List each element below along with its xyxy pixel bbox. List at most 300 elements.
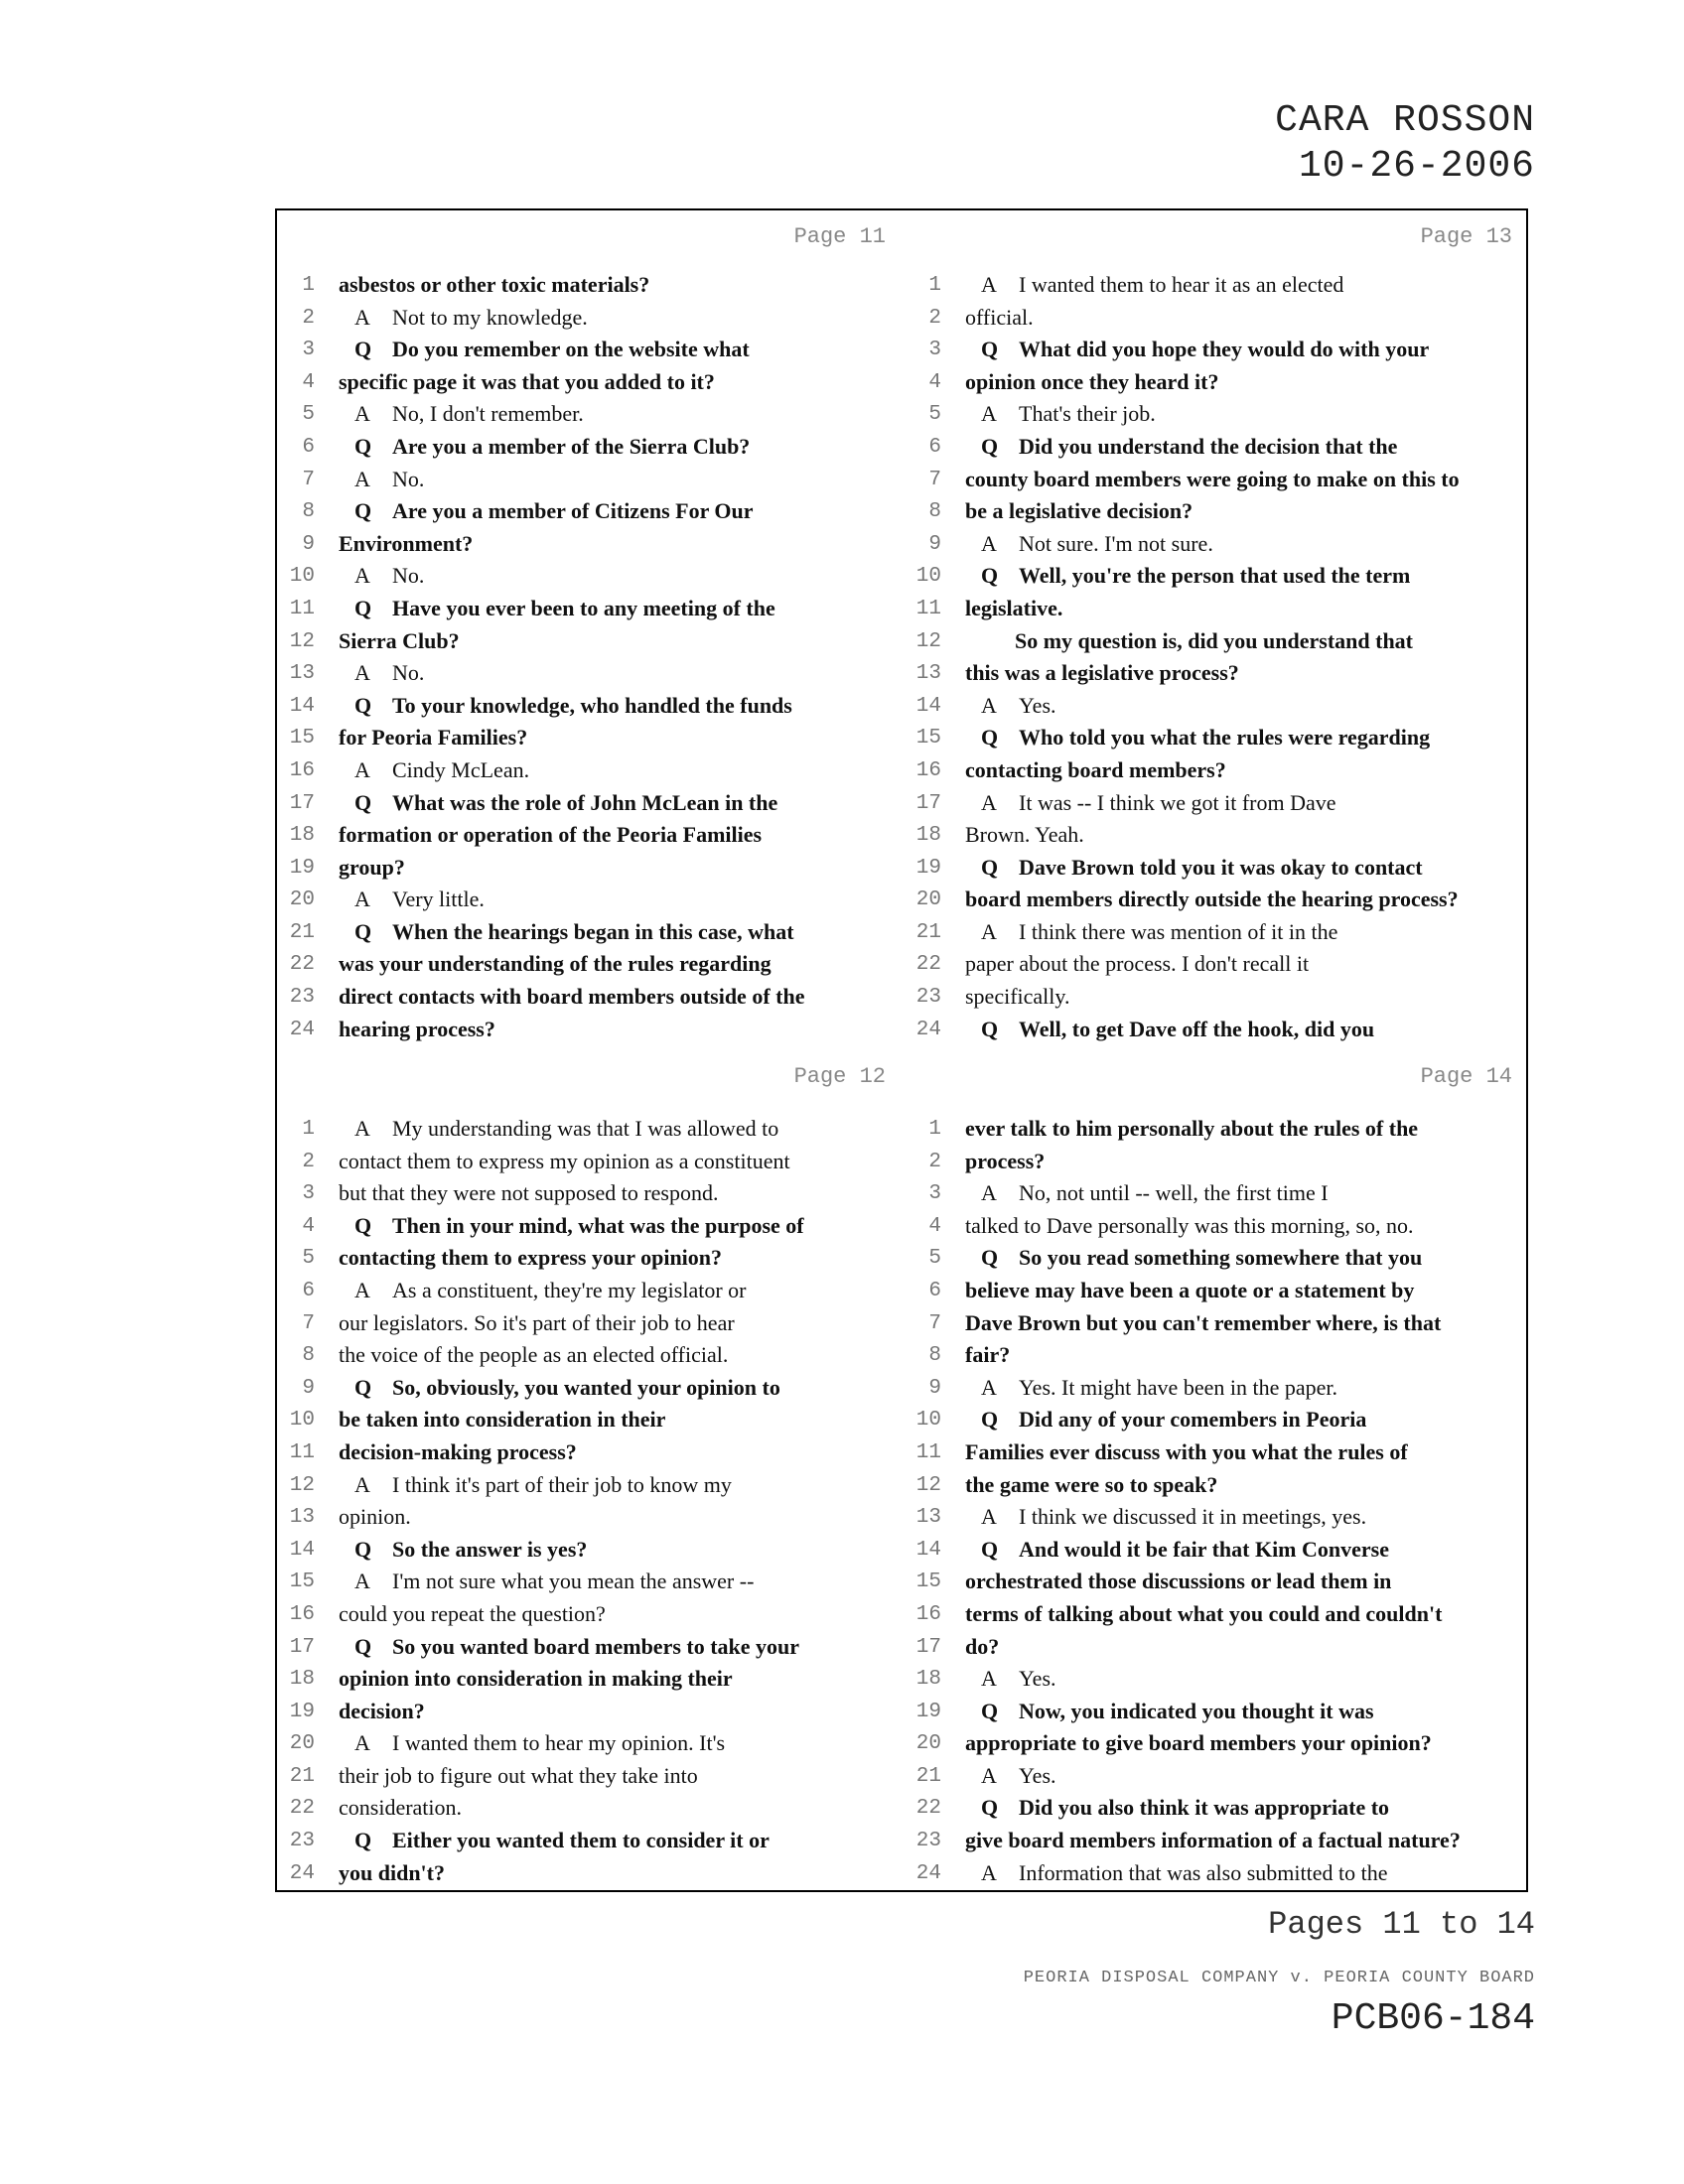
line-text bbox=[965, 951, 1309, 977]
line-text bbox=[965, 984, 1069, 1010]
line-text bbox=[354, 1472, 732, 1498]
question-marker: Q bbox=[354, 1633, 372, 1659]
line-body: official. bbox=[965, 304, 1034, 330]
line-body: Are you a member of Citizens For Our bbox=[392, 498, 754, 524]
answer-marker: A bbox=[354, 1471, 370, 1497]
answer-marker: A bbox=[354, 304, 370, 330]
answer-marker: A bbox=[354, 1116, 370, 1141]
line-number: 3 bbox=[302, 339, 315, 362]
transcript-lines bbox=[277, 270, 904, 1046]
line-number: 24 bbox=[915, 1018, 941, 1041]
line-number: 1 bbox=[302, 1118, 315, 1141]
line-body: It was -- I think we got it from Dave bbox=[1019, 789, 1336, 815]
line-number: 21 bbox=[289, 920, 315, 944]
line-number: 9 bbox=[928, 1376, 941, 1400]
answer-marker: A bbox=[981, 1762, 997, 1788]
line-text bbox=[981, 1763, 1056, 1789]
line-text bbox=[339, 1699, 425, 1724]
line-text bbox=[981, 1666, 1056, 1692]
transcript-line bbox=[904, 1211, 1530, 1244]
line-number: 14 bbox=[289, 1538, 315, 1562]
line-number: 13 bbox=[915, 662, 941, 686]
line-number: 15 bbox=[915, 1570, 941, 1594]
line-body: Yes. bbox=[1019, 692, 1056, 718]
line-body: decision-making process? bbox=[339, 1438, 577, 1464]
line-body: I wanted them to hear my opinion. It's bbox=[392, 1730, 726, 1756]
line-body: No, not until -- well, the first time I bbox=[1019, 1180, 1329, 1206]
line-body: opinion. bbox=[339, 1504, 411, 1530]
transcript-line bbox=[277, 853, 904, 886]
transcript-line bbox=[904, 399, 1530, 432]
line-number: 7 bbox=[302, 468, 315, 491]
line-text bbox=[354, 401, 584, 427]
line-text bbox=[965, 1342, 1010, 1368]
line-text bbox=[339, 1860, 445, 1886]
line-body: ever talk to him personally about the rules of the bbox=[965, 1116, 1419, 1141]
transcript-line bbox=[277, 1826, 904, 1858]
transcript-line bbox=[904, 1437, 1530, 1470]
line-number: 7 bbox=[928, 468, 941, 491]
line-body: contacting them to express your opinion? bbox=[339, 1245, 723, 1271]
page-label: Page 12 bbox=[793, 1064, 886, 1089]
transcript-line bbox=[904, 853, 1530, 886]
line-number: 12 bbox=[289, 1473, 315, 1497]
line-body: contact them to express my opinion as a constituent bbox=[339, 1148, 790, 1173]
transcript-line bbox=[904, 1147, 1530, 1179]
line-number: 17 bbox=[915, 1635, 941, 1659]
line-number: 14 bbox=[915, 1538, 941, 1562]
answer-marker: A bbox=[981, 1666, 997, 1692]
line-number: 22 bbox=[915, 953, 941, 977]
line-body: Well, to get Dave off the hook, did you bbox=[1019, 1016, 1375, 1041]
line-body: Yes. bbox=[1019, 1666, 1056, 1692]
answer-marker: A bbox=[981, 401, 997, 427]
transcript-lines bbox=[277, 1114, 904, 1890]
line-text bbox=[339, 272, 649, 298]
line-text bbox=[339, 1017, 495, 1042]
answer-marker: A bbox=[354, 887, 370, 912]
transcript-page-14 bbox=[904, 1050, 1530, 1890]
transcript-line bbox=[904, 432, 1530, 465]
line-text bbox=[965, 1828, 1461, 1853]
line-number: 2 bbox=[928, 1150, 941, 1173]
line-text bbox=[965, 305, 1034, 331]
line-number: 19 bbox=[289, 1700, 315, 1723]
line-text bbox=[354, 434, 750, 460]
transcript-line bbox=[277, 1793, 904, 1826]
line-body: Dave Brown told you it was okay to contact bbox=[1019, 854, 1423, 880]
line-number: 18 bbox=[915, 824, 941, 848]
transcript-line bbox=[904, 885, 1530, 917]
answer-marker: A bbox=[981, 1180, 997, 1206]
line-number: 18 bbox=[915, 1668, 941, 1692]
question-marker: Q bbox=[981, 1407, 999, 1433]
answer-marker: A bbox=[354, 401, 370, 427]
transcript-line bbox=[277, 917, 904, 950]
line-body: Sierra Club? bbox=[339, 627, 460, 653]
line-number: 9 bbox=[302, 532, 315, 556]
answer-marker: A bbox=[981, 530, 997, 556]
line-text bbox=[981, 725, 1430, 751]
line-body: Have you ever been to any meeting of the bbox=[392, 595, 775, 620]
line-text bbox=[354, 757, 529, 783]
line-text bbox=[981, 1375, 1337, 1401]
question-marker: Q bbox=[981, 1245, 999, 1271]
line-text bbox=[965, 1601, 1442, 1627]
transcript-line bbox=[904, 1858, 1530, 1891]
question-marker: Q bbox=[354, 337, 372, 362]
line-text bbox=[339, 855, 405, 881]
line-number: 12 bbox=[915, 629, 941, 653]
transcript-line bbox=[904, 658, 1530, 691]
line-text bbox=[354, 693, 792, 719]
question-marker: Q bbox=[354, 789, 372, 815]
line-body: Dave Brown but you can't remember where, is that bbox=[965, 1309, 1442, 1335]
footer-case-title: PEORIA DISPOSAL COMPANY v. PEORIA COUNTY BOARD bbox=[1023, 1969, 1535, 1987]
line-body: No. bbox=[392, 563, 425, 589]
line-number: 15 bbox=[289, 727, 315, 751]
line-number: 23 bbox=[915, 986, 941, 1010]
line-text bbox=[339, 1763, 698, 1789]
line-body: Either you wanted them to consider it or bbox=[392, 1828, 770, 1853]
transcript-line bbox=[904, 1340, 1530, 1373]
header-witness-name: CARA ROSSON bbox=[1275, 99, 1535, 142]
question-marker: Q bbox=[981, 854, 999, 880]
line-number: 3 bbox=[928, 1182, 941, 1206]
line-number: 8 bbox=[928, 1344, 941, 1368]
transcript-lines bbox=[904, 1114, 1530, 1890]
transcript-line bbox=[904, 1761, 1530, 1794]
line-body: Do you remember on the website what bbox=[392, 337, 750, 362]
transcript-line bbox=[904, 755, 1530, 788]
question-marker: Q bbox=[354, 918, 372, 944]
line-number: 13 bbox=[289, 1506, 315, 1530]
line-text bbox=[354, 790, 777, 816]
transcript-line bbox=[277, 1535, 904, 1568]
question-marker: Q bbox=[354, 1828, 372, 1853]
line-text bbox=[339, 1407, 665, 1433]
transcript-line bbox=[904, 1114, 1530, 1147]
transcript-line bbox=[277, 335, 904, 367]
line-number: 20 bbox=[915, 1732, 941, 1756]
line-number: 17 bbox=[289, 791, 315, 815]
transcript-line bbox=[277, 529, 904, 562]
transcript-line bbox=[904, 788, 1530, 821]
line-text bbox=[965, 1730, 1432, 1756]
line-number: 16 bbox=[289, 1602, 315, 1626]
line-text bbox=[981, 563, 1410, 589]
line-body: contacting board members? bbox=[965, 756, 1226, 782]
question-marker: Q bbox=[981, 1795, 999, 1821]
answer-marker: A bbox=[981, 1859, 997, 1885]
answer-marker: A bbox=[981, 272, 997, 297]
line-text bbox=[981, 401, 1156, 427]
transcript-line bbox=[904, 529, 1530, 562]
line-text bbox=[354, 1213, 804, 1239]
line-number: 6 bbox=[302, 1279, 315, 1302]
transcript-line bbox=[277, 949, 904, 982]
line-text bbox=[339, 822, 762, 848]
transcript-line bbox=[904, 1308, 1530, 1341]
transcript-line bbox=[277, 1697, 904, 1729]
line-number: 22 bbox=[915, 1797, 941, 1821]
line-text bbox=[339, 1601, 606, 1627]
transcript-line bbox=[277, 820, 904, 853]
line-number: 4 bbox=[302, 370, 315, 394]
line-number: 23 bbox=[915, 1830, 941, 1853]
line-body: No, I don't remember. bbox=[392, 401, 584, 427]
transcript-line bbox=[904, 1632, 1530, 1665]
line-text bbox=[339, 1666, 733, 1692]
line-body: Information that was also submitted to the bbox=[1019, 1859, 1388, 1885]
transcript-lines bbox=[904, 270, 1530, 1046]
transcript-line bbox=[277, 1502, 904, 1535]
line-number: 4 bbox=[302, 1214, 315, 1238]
line-number: 4 bbox=[928, 370, 941, 394]
transcript-line bbox=[277, 1243, 904, 1276]
question-marker: Q bbox=[354, 433, 372, 459]
line-number: 20 bbox=[289, 1732, 315, 1756]
line-text bbox=[965, 822, 1084, 848]
transcript-line bbox=[904, 982, 1530, 1015]
line-text bbox=[965, 1472, 1217, 1498]
line-text bbox=[965, 1149, 1045, 1174]
line-body: direct contacts with board members outside of the bbox=[339, 984, 805, 1010]
transcript-line bbox=[904, 1373, 1530, 1406]
question-marker: Q bbox=[354, 1374, 372, 1400]
transcript-line bbox=[904, 1567, 1530, 1599]
line-text bbox=[981, 1180, 1329, 1206]
question-marker: Q bbox=[981, 337, 999, 362]
line-text bbox=[339, 1439, 577, 1465]
transcript-line bbox=[904, 917, 1530, 950]
answer-marker: A bbox=[354, 466, 370, 491]
line-number: 6 bbox=[928, 435, 941, 459]
question-marker: Q bbox=[354, 1212, 372, 1238]
transcript-line bbox=[277, 1147, 904, 1179]
footer-page-range: Pages 11 to 14 bbox=[1268, 1906, 1535, 1943]
answer-marker: A bbox=[981, 1504, 997, 1530]
transcript-line bbox=[277, 982, 904, 1015]
line-text bbox=[354, 1828, 770, 1853]
line-number: 24 bbox=[915, 1861, 941, 1885]
line-body: Yes. It might have been in the paper. bbox=[1019, 1374, 1337, 1400]
line-number: 18 bbox=[289, 1668, 315, 1692]
line-body: was your understanding of the rules regarding bbox=[339, 951, 772, 977]
line-number: 13 bbox=[915, 1506, 941, 1530]
line-body: I think we discussed it in meetings, yes. bbox=[1019, 1504, 1367, 1530]
line-body: Well, you're the person that used the term bbox=[1019, 563, 1411, 589]
line-number: 4 bbox=[928, 1214, 941, 1238]
line-number: 10 bbox=[915, 1409, 941, 1433]
transcript-line bbox=[277, 1728, 904, 1761]
line-body: process? bbox=[965, 1148, 1046, 1173]
line-text bbox=[339, 951, 772, 977]
line-body: opinion into consideration in making their bbox=[339, 1666, 733, 1692]
line-text bbox=[965, 1116, 1418, 1142]
question-marker: Q bbox=[354, 498, 372, 524]
transcript-line bbox=[904, 723, 1530, 755]
line-text bbox=[354, 919, 794, 945]
answer-marker: A bbox=[981, 789, 997, 815]
line-body: So, obviously, you wanted your opinion to bbox=[392, 1374, 780, 1400]
line-body: Did you understand the decision that the bbox=[1019, 433, 1398, 459]
line-body: Not sure. I'm not sure. bbox=[1019, 530, 1213, 556]
line-body: paper about the process. I don't recall it bbox=[965, 951, 1310, 977]
line-body: My understanding was that I was allowed to bbox=[392, 1116, 779, 1141]
line-text bbox=[965, 1439, 1408, 1465]
transcript-line bbox=[277, 1015, 904, 1047]
transcript-line bbox=[904, 949, 1530, 982]
line-number: 14 bbox=[289, 694, 315, 718]
line-number: 23 bbox=[289, 986, 315, 1010]
line-number: 21 bbox=[289, 1764, 315, 1788]
line-text bbox=[965, 498, 1193, 524]
line-body: Did any of your comembers in Peoria bbox=[1019, 1407, 1367, 1433]
line-body: be a legislative decision? bbox=[965, 498, 1193, 524]
transcript-line bbox=[277, 465, 904, 497]
answer-marker: A bbox=[981, 692, 997, 718]
line-number: 2 bbox=[302, 1150, 315, 1173]
transcript-line bbox=[277, 1276, 904, 1308]
transcript-line bbox=[904, 820, 1530, 853]
line-text bbox=[339, 1180, 719, 1206]
line-body: formation or operation of the Peoria Families bbox=[339, 822, 763, 848]
line-text bbox=[354, 1730, 725, 1756]
line-text bbox=[981, 790, 1336, 816]
line-text bbox=[339, 725, 527, 751]
line-number: 6 bbox=[928, 1279, 941, 1302]
line-number: 12 bbox=[915, 1473, 941, 1497]
line-number: 5 bbox=[302, 403, 315, 427]
question-marker: Q bbox=[981, 433, 999, 459]
line-number: 10 bbox=[289, 1409, 315, 1433]
line-body: No. bbox=[392, 660, 425, 686]
question-marker: Q bbox=[981, 1016, 999, 1041]
transcript-line bbox=[904, 561, 1530, 594]
line-text bbox=[354, 1375, 780, 1401]
line-number: 8 bbox=[302, 500, 315, 524]
line-text bbox=[354, 1116, 778, 1142]
line-body: Now, you indicated you thought it was bbox=[1019, 1698, 1374, 1723]
line-text bbox=[339, 531, 473, 557]
line-body: I think it's part of their job to know my bbox=[392, 1471, 732, 1497]
question-marker: Q bbox=[981, 725, 999, 751]
line-body: the game were so to speak? bbox=[965, 1471, 1218, 1497]
line-text bbox=[981, 531, 1213, 557]
line-number: 9 bbox=[302, 1376, 315, 1400]
transcript-line bbox=[277, 626, 904, 659]
transcript-line bbox=[904, 303, 1530, 336]
line-text bbox=[981, 272, 1343, 298]
line-number: 7 bbox=[302, 1311, 315, 1335]
line-body: do? bbox=[965, 1633, 1000, 1659]
answer-marker: A bbox=[981, 1374, 997, 1400]
line-number: 12 bbox=[289, 629, 315, 653]
transcript-line bbox=[904, 1243, 1530, 1276]
line-number: 16 bbox=[915, 758, 941, 782]
transcript-line bbox=[277, 1211, 904, 1244]
transcript-line bbox=[277, 1405, 904, 1437]
line-text bbox=[981, 855, 1423, 881]
question-marker: Q bbox=[354, 1536, 372, 1562]
line-number: 22 bbox=[289, 1797, 315, 1821]
transcript-line bbox=[277, 561, 904, 594]
line-text bbox=[339, 984, 804, 1010]
answer-marker: A bbox=[354, 563, 370, 589]
transcript-line bbox=[904, 1178, 1530, 1211]
line-body: for Peoria Families? bbox=[339, 725, 528, 751]
answer-marker: A bbox=[354, 660, 370, 686]
line-body: specific page it was that you added to it? bbox=[339, 368, 715, 394]
transcript-page-11 bbox=[277, 210, 904, 1050]
line-text bbox=[981, 1795, 1389, 1821]
line-body: decision? bbox=[339, 1698, 425, 1723]
footer-case-number: PCB06-184 bbox=[1331, 1997, 1535, 2040]
line-number: 11 bbox=[915, 597, 941, 620]
line-body: specifically. bbox=[965, 984, 1070, 1010]
line-body: Who told you what the rules were regarding bbox=[1019, 725, 1431, 751]
line-text bbox=[965, 467, 1460, 492]
line-text bbox=[981, 434, 1397, 460]
line-number: 11 bbox=[915, 1440, 941, 1464]
transcript-line bbox=[277, 1373, 904, 1406]
line-number: 21 bbox=[915, 1764, 941, 1788]
line-body: So my question is, did you understand that bbox=[1015, 627, 1414, 653]
line-text bbox=[981, 1504, 1366, 1530]
line-body: I'm not sure what you mean the answer -- bbox=[392, 1569, 755, 1594]
line-body: What did you hope they would do with your bbox=[1019, 337, 1430, 362]
line-text bbox=[354, 1569, 754, 1594]
line-text bbox=[339, 1245, 722, 1271]
line-body: So you read something somewhere that you bbox=[1019, 1245, 1423, 1271]
transcript-line bbox=[904, 1276, 1530, 1308]
page-label: Page 11 bbox=[793, 224, 886, 249]
line-number: 8 bbox=[928, 500, 941, 524]
line-text bbox=[965, 1634, 999, 1660]
line-body: this was a legislative process? bbox=[965, 660, 1239, 686]
line-body: What was the role of John McLean in the bbox=[392, 789, 778, 815]
line-text bbox=[354, 1537, 587, 1563]
line-text bbox=[354, 660, 424, 686]
line-text bbox=[354, 563, 424, 589]
transcript-line bbox=[904, 1728, 1530, 1761]
line-text bbox=[1015, 628, 1413, 654]
transcript-line bbox=[277, 367, 904, 400]
line-body: Brown. Yeah. bbox=[965, 822, 1084, 848]
answer-marker: A bbox=[981, 918, 997, 944]
line-text bbox=[981, 1017, 1374, 1042]
line-body: group? bbox=[339, 854, 405, 880]
line-number: 15 bbox=[915, 727, 941, 751]
line-text bbox=[981, 919, 1337, 945]
line-number: 5 bbox=[928, 1247, 941, 1271]
transcript-line bbox=[277, 1567, 904, 1599]
transcript-line bbox=[904, 1015, 1530, 1047]
line-number: 17 bbox=[289, 1635, 315, 1659]
line-body: Did you also think it was appropriate to bbox=[1019, 1795, 1390, 1821]
line-text bbox=[339, 1310, 735, 1336]
transcript-line bbox=[904, 335, 1530, 367]
line-text bbox=[981, 337, 1429, 362]
line-text bbox=[965, 369, 1218, 395]
line-number: 19 bbox=[289, 856, 315, 880]
line-body: be taken into consideration in their bbox=[339, 1407, 666, 1433]
line-number: 14 bbox=[915, 694, 941, 718]
question-marker: Q bbox=[981, 1536, 999, 1562]
line-number: 5 bbox=[302, 1247, 315, 1271]
line-text bbox=[981, 1537, 1389, 1563]
